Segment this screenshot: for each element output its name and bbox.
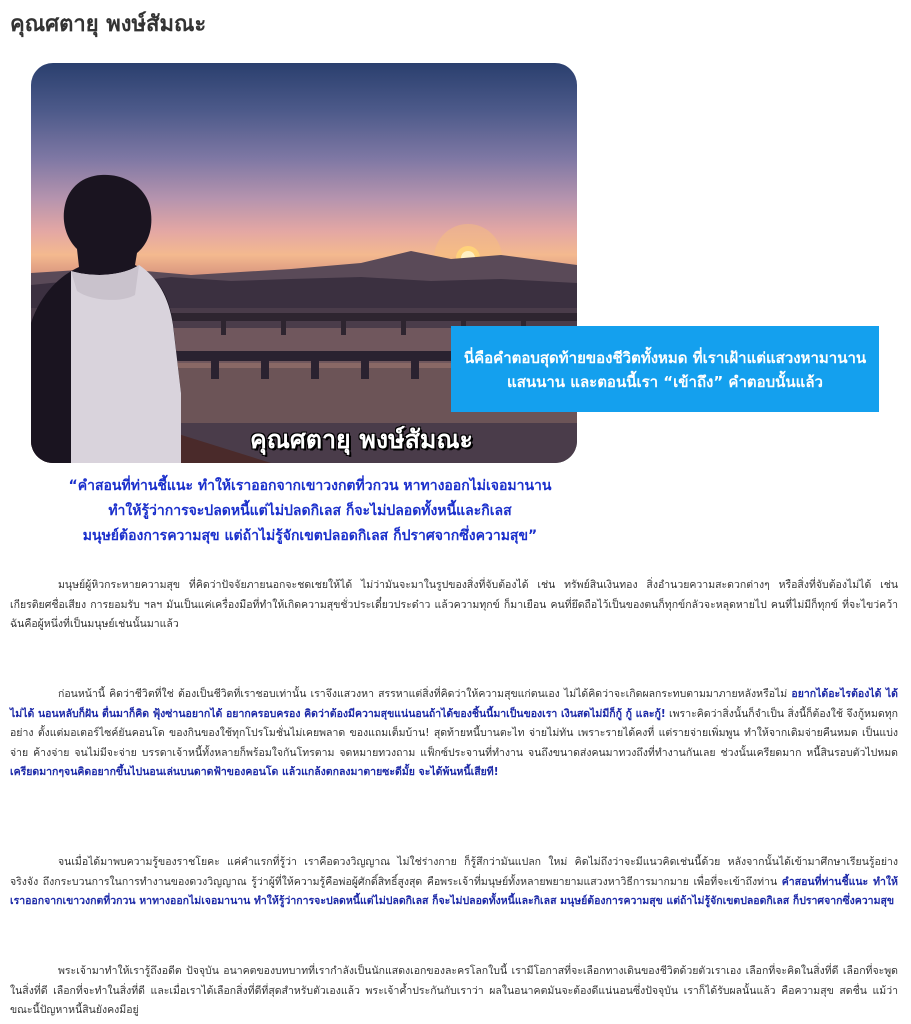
paragraph-2 xyxy=(10,685,898,783)
paragraph-1: มนุษย์ผู้หิวกระหายความสุข ที่คิดว่าปัจจัยภายนอกจะชดเชยให้ได้ ไม่ว่ามันจะมาในรูปของสิ่งที่จับต้องได้ เช่น ทรัพย์สินเงินทอง สิ่งอำนวยความสะดวกต่างๆ หรือสิ่งที่จับต้องไม่ได้ เช่น เกียรติยศชื่อเสียง การยอมรับ ฯลฯ มันเป็นแค่เครื่องมือที่ทำให้เกิดความสุขชั่วประเดี๋ยวประด๋าว แล้วความทุกข์ ก็มาเยือน คนที่ยึดถือไว้เป็นของตนก็ทุกข์กลัวจะหลุดหายไป คนที่ไม่มีก็ทุกข์ ที่จะไขว่คว้า ฉันคือผู้หนึ่งที่เป็นมนุษย์เช่นนั้นมาแล้ว xyxy=(10,579,898,630)
pull-quote-line-2: ทำให้รู้ว่าการจะปลดหนี้แต่ไม่ปลดกิเลส ก็จะไม่ปลอดทั้งหนี้และกิเลส xyxy=(108,503,512,519)
hero-caption-line-1: นี่คือคำตอบสุดท้ายของชีวิตทั้งหมด ที่เราเฝ้าแต่แสวงหามานาน xyxy=(463,349,867,367)
paragraph-3 xyxy=(10,853,898,912)
page-title: คุณศตายุ พงษ์สัมณะ xyxy=(10,12,207,37)
paragraph-3-highlight-b: คำสอนที่ท่านชี้แนะ ทำให้เราออกจากเขาวงกตที่วกวน หาทางออกไม่เจอมานาน ทำให้รู้ว่าการจะปลดหนี้แต่ไม่ปลดกิเลส ก็จะไม่ปลอดทั้งหนี้และกิเลส มนุษย์ต้องการความสุข แต่ถ้าไม่รู้จักเขตปลอดกิเลส ก็ปราศจากซึ่งความสุข xyxy=(10,875,898,907)
paragraph-2-highlight-d: เครียดมากๆจนคิดอยากขึ้นไปนอนเล่นบนดาดฟ้าของคอนโด แล้วแกล้งตกลงมาตายซะดีมั้ย จะได้พ้นหนี้เสียที! xyxy=(10,766,499,778)
hero-name-overlay: คุณศตายุ พงษ์สัมณะ xyxy=(250,425,473,454)
paragraph-2-highlight-b: อยากได้อะไรต้องได้ ได้ไม่ได้ นอนหลับก็ฝัน ตื่นมาก็คิด ฟุ้งซ่านอยากได้ อยากครอบครอง คิดว่าต้องมีความสุขแน่นอนถ้าได้ของชิ้นนี้มาเป็นของเรา เงินสดไม่มีก็กู้ กู้ และกู้! xyxy=(10,688,898,720)
paragraph-4: พระเจ้ามาทำให้เรารู้ถึงอดีต ปัจจุบัน อนาคตของบทบาทที่เรากำลังเป็นนักแสดงเอกของละครโลกใบนี้ เรามีโอกาสที่จะเลือกทางเดินของชีวิตด้วยตัวเราเอง เลือกที่จะคิดในสิ่งที่ดี เลือกที่จะพูดในสิ่งที่ดี เลือกที่จะทำในสิ่งที่ดี และเมื่อเราได้เลือกสิ่งที่ดีที่สุดสำหรับตัวเองแล้ว พระเจ้าค้ำประกันกับเราว่า ผลในอนาคตมันจะต้องดีแน่นอนซึ่งปัจจุบัน เราก็ได้รับผลนั้นแล้ว คือความสุข สดชื่น แม้ว่าขณะนี้ปัญหาหนี้สินยังคงมีอยู่ xyxy=(10,965,898,1016)
hero-caption-box xyxy=(451,326,879,412)
paragraph-2-text-a: ก่อนหน้านี้ คิดว่าชีวิตที่ใช่ ต้องเป็นชีวิตที่เราชอบเท่านั้น เราจึงแสวงหา สรรหาแต่สิ่งที่คิดว่าให้ความสุขแก่ตนเอง ไม่ได้คิดว่าจะเกิดผลกระทบตามมาภายหลังหรือไม่ xyxy=(58,688,788,700)
hero-caption-line-2: แสนนาน และตอนนี้เรา “เข้าถึง” คำตอบนั้นแล้ว xyxy=(507,373,823,391)
pull-quote xyxy=(20,474,600,549)
paragraph-2-text-c: เพราะคิดว่าสิ่งนั้นก็จำเป็น สิ่งนี้ก็ต้องใช้ จึงกู้หมดทุกอย่าง ตั้งแต่มอเตอร์ไซค์ยันคอนโด ของกินของใช้ทุกโปรโมชั่นไม่เคยพลาด ของแถมเต็มบ้าน! สุดท้ายหนี้บานตะไท จ่ายไม่ทัน เพราะรายได้คงที่ แต่รายจ่ายเพิ่มพูน ทำให้จากเดิมจ่ายคืนหมด เป็นแบ่งจ่าย ค้างจ่าย จนไม่มีจะจ่าย บรรดาเจ้าหนี้ทั้งหลายก็พร้อมใจกันโทรตาม จดหมายทวงถาม แฟ็กซ์ประจานที่ทำงาน จนถึงขนาดส่งคนมาทวงถึงที่ทำงานกันเลย ช่วงนั้นเครียดมาก หนี้สินรอบตัวไปหมด xyxy=(10,707,898,759)
paragraph-3-text-a: จนเมื่อได้มาพบความรู้ของราชโยคะ แค่คำแรกที่รู้ว่า เราคือดวงวิญญาณ ไม่ใช่ร่างกาย ก็รู้สึกว่ามันแปลก ใหม่ คิดไม่ถึงว่าจะมีแนวคิดเช่นนี้ด้วย หลังจากนั้นได้เข้ามาศึกษาเรียนรู้อย่างจริงจัง ถึงกระบวนการในการทำงานของดวงวิญญาณ รู้ว่าผู้ที่ให้ความรู้คือพ่อผู้ศักดิ์สิทธิ์สูงสุด คือพระเจ้าที่มนุษย์ทั้งหลายพยายามแสวงหาวิธีการมากมาย เพื่อที่จะเข้าถึงท่าน xyxy=(10,856,898,888)
pull-quote-line-3: มนุษย์ต้องการความสุข แต่ถ้าไม่รู้จักเขตปลอดกิเลส ก็ปราศจากซึ่งความสุข” xyxy=(82,528,538,544)
pull-quote-line-1: “คำสอนที่ท่านชี้แนะ ทำให้เราออกจากเขาวงกตที่วกวน หาทางออกไม่เจอมานาน xyxy=(68,478,552,494)
